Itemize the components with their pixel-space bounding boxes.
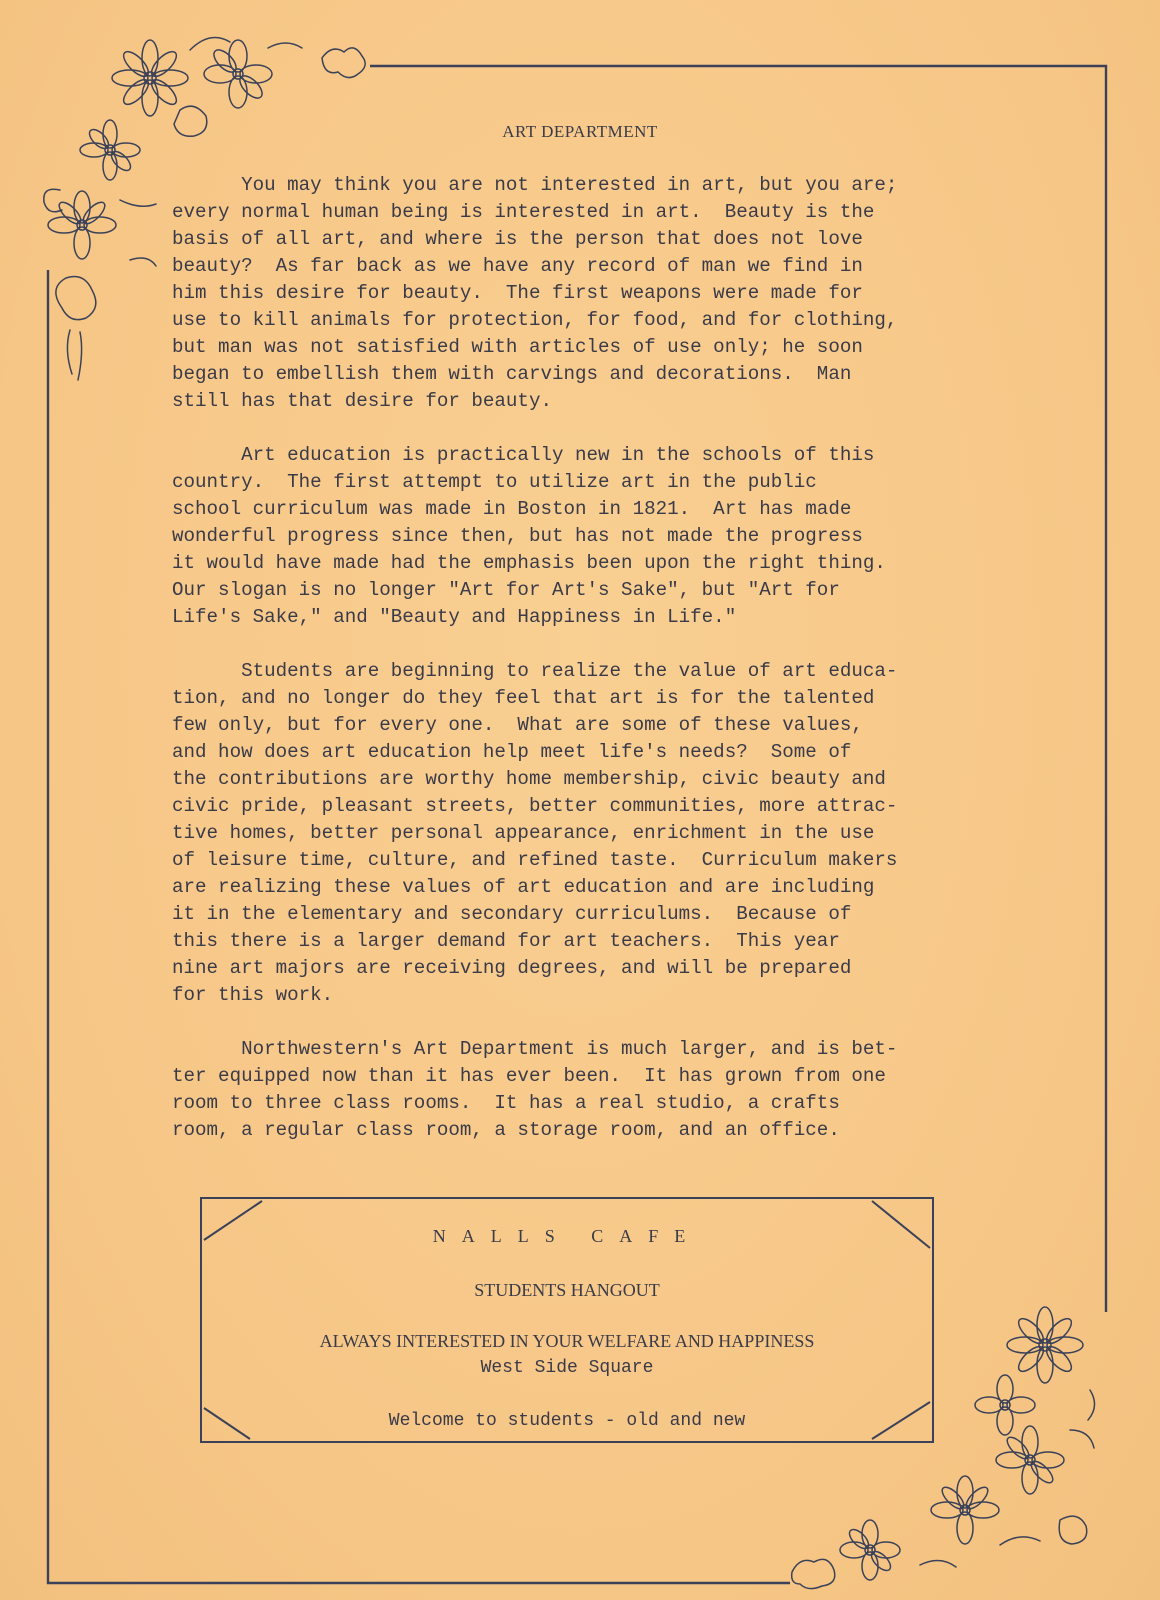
article-paragraph — [172, 658, 1032, 1009]
text-line: use to kill animals for protection, for food, and for clothing, — [172, 309, 898, 331]
text-line: civic pride, pleasant streets, better communities, more attrac- — [172, 795, 898, 817]
article-body — [172, 172, 1032, 1171]
text-line: basis of all art, and where is the person that does not love — [172, 228, 863, 250]
article-paragraph — [172, 1036, 1032, 1144]
text-line: Our slogan is no longer "Art for Art's Sake", but "Art for — [172, 579, 840, 601]
text-line: still has that desire for beauty. — [172, 390, 552, 412]
text-line: tive homes, better personal appearance, enrichment in the use — [172, 822, 875, 844]
ad-welcome: Welcome to students - old and new — [388, 1411, 746, 1431]
text-line: wonderful progress since then, but has not made the progress — [172, 525, 863, 547]
text-line: Northwestern's Art Department is much larger, and is bet- — [172, 1038, 898, 1060]
text-line: Art education is practically new in the schools of this — [172, 444, 875, 466]
text-line: this there is a larger demand for art teachers. This year — [172, 930, 840, 952]
text-line: it in the elementary and secondary curriculums. Because of — [172, 903, 852, 925]
page-title: ART DEPARTMENT — [502, 122, 658, 141]
article-paragraph — [172, 442, 1032, 631]
text-line: for this work. — [172, 984, 334, 1006]
text-line: Students are beginning to realize the value of art educa- — [172, 660, 898, 682]
text-line: few only, but for every one. What are some of these values, — [172, 714, 863, 736]
ad-tagline: STUDENTS HANGOUT — [474, 1280, 660, 1300]
text-line: tion, and no longer do they feel that art is for the talented — [172, 687, 875, 709]
text-line: but man was not satisfied with articles of use only; he soon — [172, 336, 863, 358]
nalls-cafe-advertisement — [201, 1198, 933, 1442]
text-line: beauty? As far back as we have any record of man we find in — [172, 255, 863, 277]
text-line: it would have made had the emphasis been upon the right thing. — [172, 552, 886, 574]
text-line: You may think you are not interested in art, but you are; — [172, 174, 898, 196]
text-line: nine art majors are receiving degrees, and will be prepared — [172, 957, 852, 979]
ad-slogan: ALWAYS INTERESTED IN YOUR WELFARE AND HAPPINESS — [319, 1331, 815, 1351]
text-line: room to three class rooms. It has a real studio, a crafts — [172, 1092, 840, 1114]
text-line: began to embellish them with carvings and decorations. Man — [172, 363, 852, 385]
text-line: ter equipped now than it has ever been. It has grown from one — [172, 1065, 886, 1087]
text-line: and how does art education help meet life's needs? Some of — [172, 741, 852, 763]
text-line: of leisure time, culture, and refined taste. Curriculum makers — [172, 849, 898, 871]
ad-address: West Side Square — [480, 1358, 654, 1378]
text-line: country. The first attempt to utilize art in the public — [172, 471, 817, 493]
text-line: every normal human being is interested in art. Beauty is the — [172, 201, 875, 223]
text-line: Life's Sake," and "Beauty and Happiness in Life." — [172, 606, 737, 628]
text-line: room, a regular class room, a storage room, and an office. — [172, 1119, 840, 1141]
text-line: are realizing these values of art education and are including — [172, 876, 875, 898]
article-paragraph — [172, 172, 1032, 415]
ad-business-name: NALLS CAFE — [432, 1226, 702, 1246]
text-line: him this desire for beauty. The first weapons were made for — [172, 282, 863, 304]
text-line: the contributions are worthy home membership, civic beauty and — [172, 768, 886, 790]
text-line: school curriculum was made in Boston in 1821. Art has made — [172, 498, 852, 520]
